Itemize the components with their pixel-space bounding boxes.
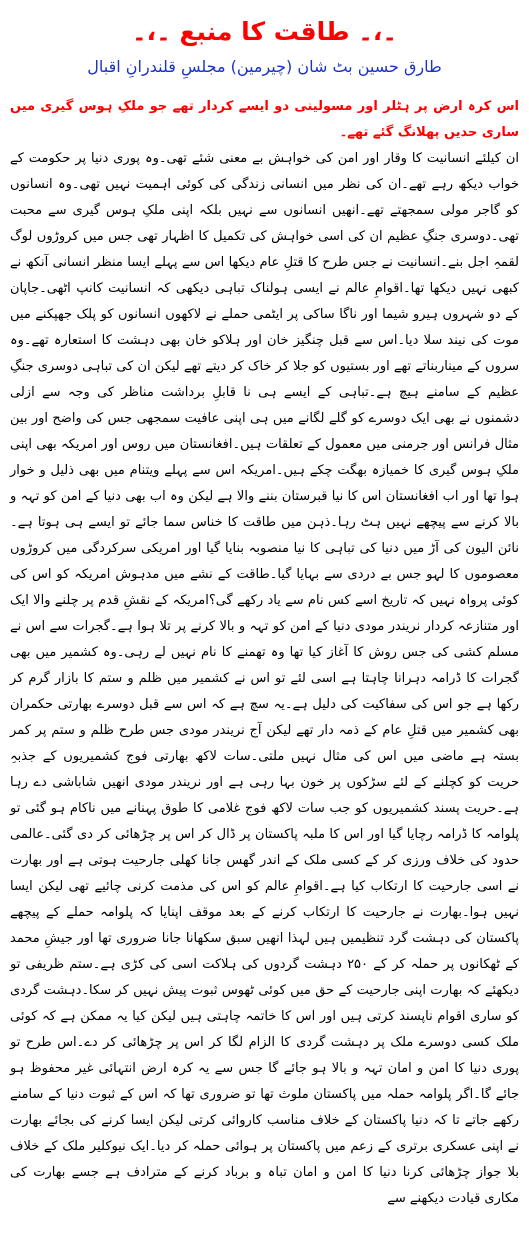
headline: ۔،۔ طاقت کا منبع ۔،۔ bbox=[131, 17, 398, 46]
lead-sentence: اس کرہ ارض پر ہٹلر اور مسولینی دو ایسے کردار تھے جو ملکِ ہوس گیری میں ساری حدیں پھلانگ گئے تھے۔ bbox=[10, 99, 519, 140]
byline: طارق حسین بٹ شان (چیرمین) مجلسِ قلندرانِ اقبال bbox=[87, 57, 442, 76]
article-body: ان کیلئے انسانیت کا وقار اور امن کی خواہش بے معنی شئے تھی۔وہ پوری دنیا پر حکومت کے خواب دیکھ رہے تھے۔ان کی نظر میں انسانی زندگی کی کوئی اہمیت نہیں تھی۔وہ انسانوں کو گاجر مولی سمجھتے تھے۔انھیں انسانوں سے نہیں بلکہ اپنی ملکِ ہوس گیری سے محبت تھی۔دوسری جنگِ عظیم ان کی اسی خواہش کی تکمیل کا اظہار تھی جس میں کروڑوں لوگ لقمہِ اجل بنے۔انسانیت نے جس طرح کا قتلِ عام دیکھا اس سے پہلے ایسا منظر انسانی آنکھ نے کبھی نہیں دیکھا تھا۔اقوامِ عالم نے ایسی ہولناک تباہی دیکھی کہ انسانیت کانپ اٹھی۔جاپان کے دو شہروں ہیرو شیما اور ناگا ساکی پر ایٹمی حملے نے لاکھوں انسانوں کو پلک جھپکنے میں موت کی نیند سلا دیا۔اس سے قبل چنگیز خان اور ہلاکو خان بھی دہشت کا استعارہ تھے۔وہ سروں کے میناربناتے تھے اور بستیوں کو جلا کر خاک کر دیتے تھے لیکن ان کی تباہی دوسری جنگِ عظیم کے سامنے ہیچ ہے۔تباہی کے ایسے ہی نا قابلِ برداشت مناظر کی وجہ سے ازلی دشمنوں نے بھی ایک دوسرے کو گلے لگانے میں ہی اپنی عافیت سمجھی جس کی واضح اور بین مثال فرانس اور جرمنی میں معمول کے تعلقات ہیں۔افغانستان میں روس اور امریکہ بھی اپنی ملکِ ہوس گیری کا خمیازہ بھگت چکے ہیں۔امریکہ اس سے پہلے ویتنام میں بھی ذلیل و خوار ہوا تھا اور اب افغانستان اس کا نیا قبرستان بننے والا ہے لیکن وہ اب بھی دنیا کے امن کو تہہ و بالا کرنے سے پیچھے نہیں ہٹ رہا۔ذہن میں طاقت کا خناس سما جائے تو ایسے ہی ہوتا ہے۔نائن الیون کی آڑ میں دنیا کی تباہی کا نیا منصوبہ بنایا گیا اور امریکی سرکردگی میں کروڑوں معصوموں کا لہو جس بے دردی سے بہایا گیا۔طاقت کے نشے میں مدہوش امریکہ کو اس کی کوئی پرواہ نہیں کہ تاریخ اسے کس نام سے یاد رکھے گی؟امریکہ کے نقشِ قدم پر چلنے والا ایک اور متنازعہ کردار نریندر مودی دنیا کے امن کو تہہ و بالا کرنے پر تلا ہوا ہے۔گجرات سے اس نے مسلم کشی کی جس روش کا آغاز کیا تھا وہ تھمنے کا نام نہیں لے رہی۔وہ کشمیر میں بھی گجرات کا ڈرامہ دہرانا چاہتا ہے اسی لئے تو اس نے کشمیر میں ظلم و ستم کا بازار گرم کر رکھا ہے جو اس کی سفاکیت کی دلیل ہے۔یہ سچ ہے کہ اس سے قبل دوسرے بھارتی حکمران بھی کشمیر میں قتلِ عام کے ذمہ دار تھے لیکن آج نریندر مودی جس طرح ظلم و ستم پر کمر بستہ ہے ماضی میں اس کی مثال نہیں ملتی۔سات لاکھ بھارتی فوج کشمیریوں کے جذبہِ حریت کو کچلنے کے لئے سڑکوں پر خون بہا رہی ہے اور نریندر مودی انھیں شاباشی دے رہا ہے۔حریت پسند کشمیریوں کو جب سات لاکھ فوج غلامی کا طوق پہنانے میں ناکام ہو گئی تو پلوامہ کا ڈرامہ رچایا گیا اور اس کا ملبہ پاکستان پر ڈال کر اس پر چڑھائی کر دی گئی۔عالمی حدود کی خلاف ورزی کر کے کسی ملک کے اندر گھس جانا کھلی جارحیت ہوتی ہے اور بھارت نے اسی جارحیت کا ارتکاب کیا ہے۔اقوامِ عالم کو اس کی مذمت کرنی چائیے تھی لیکن ایسا نہیں ہوا۔بھارت نے جارحیت کا ارتکاب کرنے کے بعد موقف اپنایا کہ پلوامہ حملے کے پیچھے پاکستان کی دہشت گرد تنظیمیں ہیں لہذا انھیں سبق سکھانا جانا ضروری تھا اور جیشِ محمد کے ٹھکانوں پر حملہ کر کے ۲۵۰ دہشت گردوں کی ہلاکت اسی کی کڑی ہے۔ستم ظریفی تو دیکھئے کہ بھارت اپنی جارحیت کے حق میں کوئی ٹھوس ثبوت پیش نہیں کر سکا۔دہشت گردی کو ساری اقوام ناپسند کرتی ہیں اور اس کا خاتمہ چاہتی ہیں لیکن کیا یہ ممکن ہے کہ کوئی ملک کسی دوسرے ملک پر دہشت گردی کا الزام لگا کر اس پر چڑھائی کر دے۔اس طرح تو پوری دنیا کا امن و امان تہہ و بالا ہو جائے گا جس سے یہ کرہ ارض انتہائی غیر محفوظ ہو جائے گا۔اگر پلوامہ حملہ میں پاکستان ملوث تھا تو ضروری تھا کہ اس کے ثبوت دنیا کے سامنے رکھے جاتے تا کہ دنیا پاکستان کے خلاف مناسب کاروائی کرتی لیکن ایسا کرنے کی بجائے بھارت نے اپنی عسکری برتری کے زعم میں پاکستان پر ہوائی حملہ کر دیا۔ایک نیوکلیر ملک کے خلاف بلا جواز چڑھائی کرنا دنیا کا امن و امان تباہ و برباد کرنے کے مترادف ہے جسے بھارت کی مکاری قیادت دیکھنے سے bbox=[10, 151, 519, 1206]
